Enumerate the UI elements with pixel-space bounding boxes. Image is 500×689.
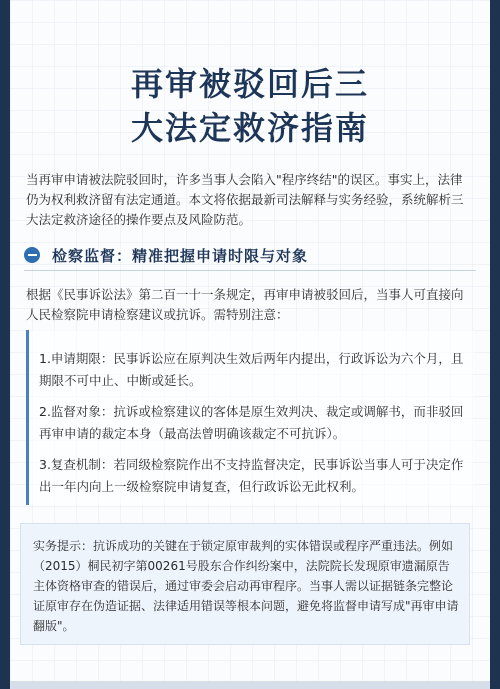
section-heading	[24, 243, 308, 267]
list-item: 3.复查机制：若同级检察院作出不支持监督决定，民事诉讼当事人可于决定作出一年内向上一级检察院申请复查，但行政诉讼无此权利。	[39, 457, 464, 494]
requirements-list	[26, 330, 474, 505]
practice-tip-text: 实务提示：抗诉成功的关键在于锁定原审裁判的实体错误或程序严重违法。例如（2015）桐民初字第00261号股东合作纠纷案中，法院院长发现原审遗漏原告主体资格审查的错误后，通过审委会启动再审程序。当事人需以证据链条完整论证原审存在伪造证据、法律适用错误等根本问题，避免将监督申请写成"再审申请翻版"。	[33, 539, 459, 633]
page-title	[10, 62, 490, 150]
title-line-1: 再审被驳回后三	[130, 65, 369, 103]
bottom-divider	[10, 681, 490, 689]
document-page	[10, 0, 490, 689]
intro-paragraph: 当再审申请被法院驳回时，许多当事人会陷入"程序终结"的误区。事实上，法律仍为权利救济留有法定通道。本文将依据最新司法解释与实务经验，系统解析三大法定救济途径的操作要点及风险防范。	[26, 172, 464, 227]
practice-tip-box	[20, 523, 470, 645]
minus-circle-icon	[24, 247, 40, 263]
list-item: 2.监督对象：抗诉或检察建议的客体是原生效判决、裁定或调解书，而非驳回再审申请的裁定本身（最高法曾明确该裁定不可抗诉）。	[39, 404, 464, 441]
title-line-2: 大法定救济指南	[130, 109, 369, 147]
section-title: 检察监督：精准把握申请时限与对象	[52, 246, 309, 265]
section-paragraph: 根据《民事诉讼法》第二百一十一条规定，再审申请被驳回后，当事人可直接向人民检察院申请检察建议或抗诉。需特别注意：	[26, 287, 464, 322]
list-item: 1.申请期限：民事诉讼应在原判决生效后两年内提出，行政诉讼为六个月，且期限不可中止、中断或延长。	[39, 351, 464, 388]
section-divider	[24, 270, 476, 271]
